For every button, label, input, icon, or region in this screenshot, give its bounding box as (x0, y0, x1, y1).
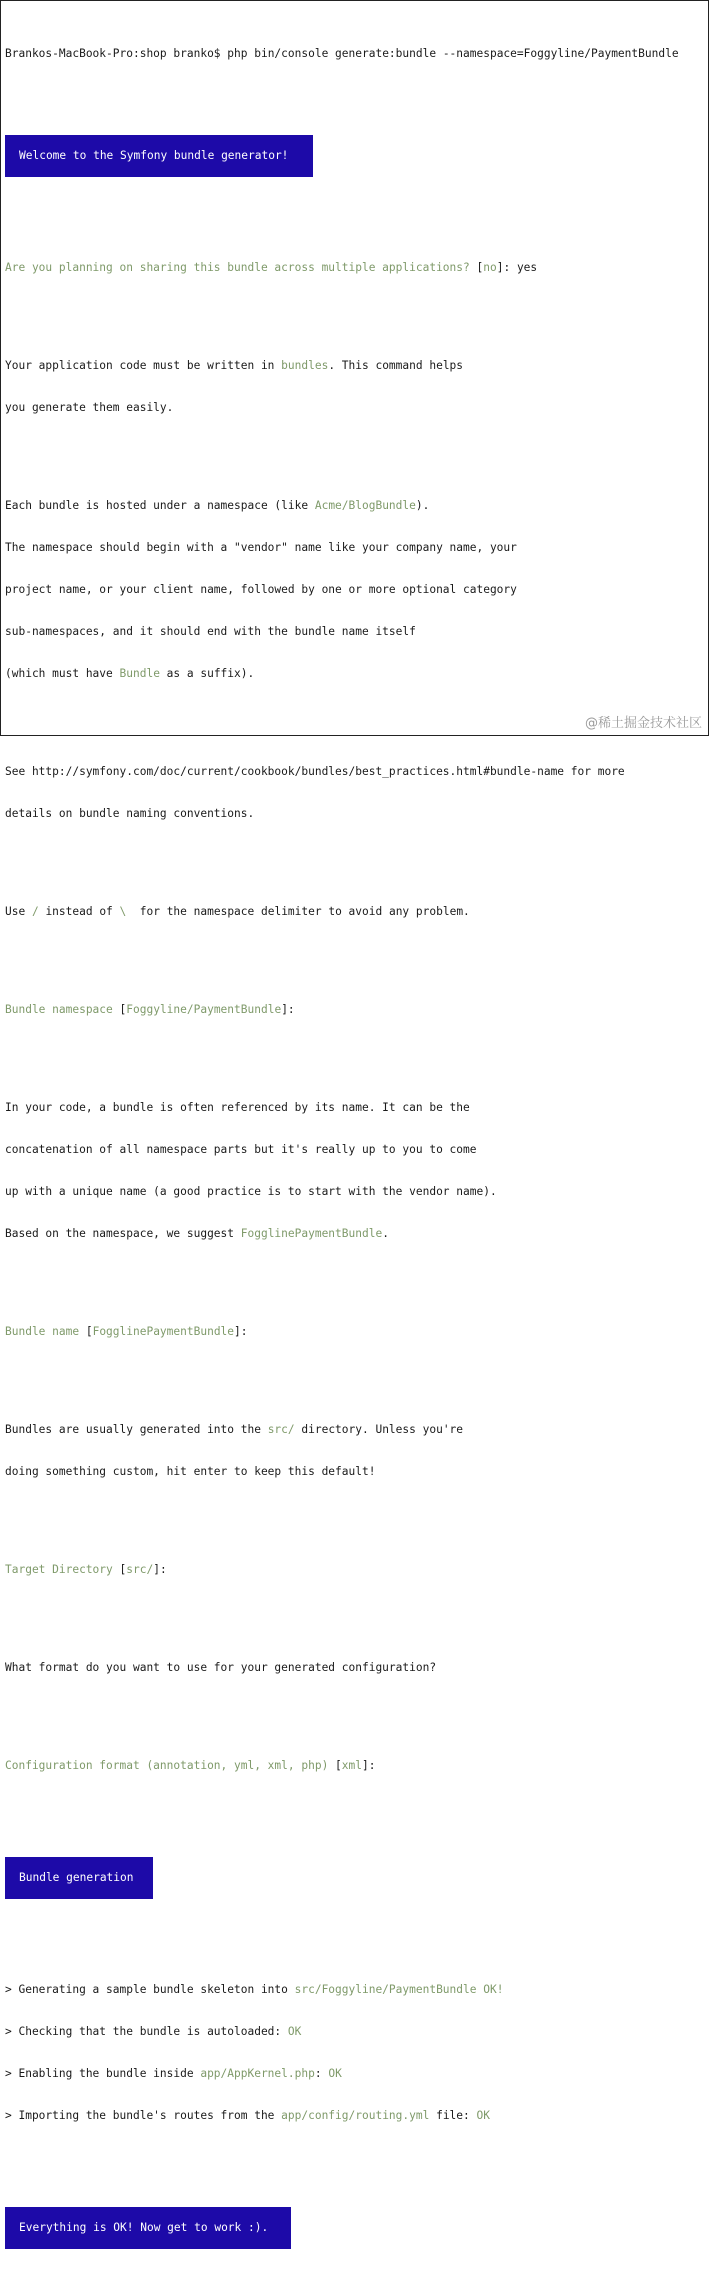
intro-line-2: you generate them easily. (5, 401, 174, 414)
step-line (5, 2067, 704, 2081)
bracket-close: ]: (362, 1759, 376, 1772)
see-line-1: See http://symfony.com/doc/current/cookbook/bundles/best_practices.html#bundle-name for more (5, 765, 625, 778)
step-text: : (314, 2067, 329, 2080)
ns-help-highlight: Bundle (119, 667, 160, 680)
format-prompt-label: Configuration format (annotation, yml, xml, php) (5, 1759, 329, 1772)
intro-highlight: bundles (281, 359, 329, 372)
prompt-command: php bin/console generate:bundle --namespace=Foggyline/PaymentBundle (227, 47, 679, 60)
delim-text: instead of (38, 905, 120, 918)
format-prompt-default: xml (341, 1759, 363, 1772)
step-text: > Checking that the bundle is autoloaded: (5, 2025, 288, 2038)
step-highlight: app/AppKernel.php (200, 2067, 315, 2080)
bracket-open: [ (469, 261, 484, 274)
ns-help-line-3: project name, or your client name, followed by one or more optional category (5, 583, 517, 596)
ns-help-text: as a suffix). (159, 667, 255, 680)
bracket-open: [ (112, 1003, 127, 1016)
bracket-open: [ (328, 1759, 342, 1772)
spacer (5, 89, 704, 93)
see-line-2: details on bundle naming conventions. (5, 807, 255, 820)
watermark: @稀土掘金技术社区 (584, 716, 702, 731)
intro-text: Your application code must be written in (5, 359, 282, 372)
done-banner: Everything is OK! Now get to work :). (5, 2207, 291, 2249)
spacer (5, 205, 704, 219)
spacer (5, 947, 704, 961)
spacer (5, 1927, 704, 1941)
bracket-close: ]: (281, 1003, 295, 1016)
ns-help-line-1 (5, 499, 704, 513)
name-help-line-1: In your code, a bundle is often referenced by its name. It can be the (5, 1101, 470, 1114)
share-question: Are you planning on sharing this bundle across multiple applications? (5, 261, 470, 274)
ns-prompt-label: Bundle namespace (5, 1003, 113, 1016)
step-text: > Enabling the bundle inside (5, 2067, 201, 2080)
name-prompt-line (5, 1325, 704, 1339)
delim-text: for the namespace delimiter to avoid any problem. (126, 905, 470, 918)
delim-text: Use (5, 905, 32, 918)
bracket-open: [ (79, 1325, 93, 1338)
share-answer: yes (516, 261, 538, 274)
share-default: no (483, 261, 497, 274)
delim-backslash: \ (119, 905, 127, 918)
name-prompt-default: FogglinePaymentBundle (92, 1325, 235, 1338)
spacer (5, 1605, 704, 1619)
generation-banner: Bundle generation (5, 1857, 153, 1899)
name-help-line-3: up with a unique name (a good practice is to start with the vendor name). (5, 1185, 497, 1198)
name-help-line-2: concatenation of all namespace parts but it's really up to you to come (5, 1143, 477, 1156)
ns-help-text: Each bundle is hosted under a namespace (like (5, 499, 315, 512)
ns-help-text: (which must have (5, 667, 120, 680)
spacer (5, 1801, 704, 1815)
bracket-close: ]: (496, 261, 517, 274)
spacer (5, 1367, 704, 1381)
dir-help-text: Bundles are usually generated into the (5, 1423, 268, 1436)
spacer (5, 1507, 704, 1521)
spacer (5, 303, 704, 317)
delim-slash: / (31, 905, 39, 918)
name-help-line-4 (5, 1227, 704, 1241)
dir-help-highlight: src/ (267, 1423, 295, 1436)
dir-help-line-2: doing something custom, hit enter to keep this default! (5, 1465, 376, 1478)
name-help-highlight: FogglinePaymentBundle (240, 1227, 383, 1240)
dir-help-text: directory. Unless you're (294, 1423, 464, 1436)
name-help-text: Based on the namespace, we suggest (5, 1227, 241, 1240)
spacer (5, 2151, 704, 2165)
share-question-line (5, 261, 704, 275)
spacer (5, 849, 704, 863)
step-text: file: (429, 2109, 477, 2122)
ns-help-line-4: sub-namespaces, and it should end with the bundle name itself (5, 625, 416, 638)
spacer (5, 1269, 704, 1283)
dir-prompt-label: Target Directory (5, 1563, 113, 1576)
ns-help-text: ). (415, 499, 430, 512)
format-help-line: What format do you want to use for your generated configuration? (5, 1661, 437, 1674)
intro-text: . This command helps (328, 359, 464, 372)
dir-prompt-default: src/ (126, 1563, 154, 1576)
ns-prompt-line (5, 1003, 704, 1017)
ns-help-line-2: The namespace should begin with a "vendor" name like your company name, your (5, 541, 517, 554)
step-text: > Generating a sample bundle skeleton into (5, 1983, 295, 1996)
step-highlight: app/config/routing.yml (281, 2109, 430, 2122)
prompt-user-host: Brankos-MacBook-Pro:shop branko$ (5, 47, 228, 60)
step-line (5, 2109, 704, 2123)
terminal-output (5, 5, 704, 2277)
format-prompt-line (5, 1759, 704, 1773)
step-ok: OK (476, 2109, 490, 2122)
bracket-open: [ (112, 1563, 127, 1576)
bracket-close: ]: (234, 1325, 248, 1338)
name-prompt-label: Bundle name (5, 1325, 80, 1338)
dir-prompt-line (5, 1563, 704, 1577)
spacer (5, 1045, 704, 1059)
ns-prompt-default: Foggyline/PaymentBundle (126, 1003, 282, 1016)
step-line (5, 1983, 704, 1997)
bracket-close: ]: (153, 1563, 167, 1576)
step-line (5, 2025, 704, 2039)
step-highlight: OK (287, 2025, 302, 2038)
ns-help-highlight: Acme/BlogBundle (314, 499, 416, 512)
intro-line-1 (5, 359, 704, 373)
dir-help-line-1 (5, 1423, 704, 1437)
prompt-line (5, 47, 704, 61)
spacer (5, 443, 704, 457)
spacer (5, 1703, 704, 1717)
delimiter-line (5, 905, 704, 919)
step-ok: OK (328, 2067, 342, 2080)
step-highlight: src/Foggyline/PaymentBundle OK! (294, 1983, 504, 1996)
welcome-banner: Welcome to the Symfony bundle generator! (5, 135, 313, 177)
name-help-text: . (382, 1227, 389, 1240)
ns-help-line-5 (5, 667, 704, 681)
step-text: > Importing the bundle's routes from the (5, 2109, 282, 2122)
